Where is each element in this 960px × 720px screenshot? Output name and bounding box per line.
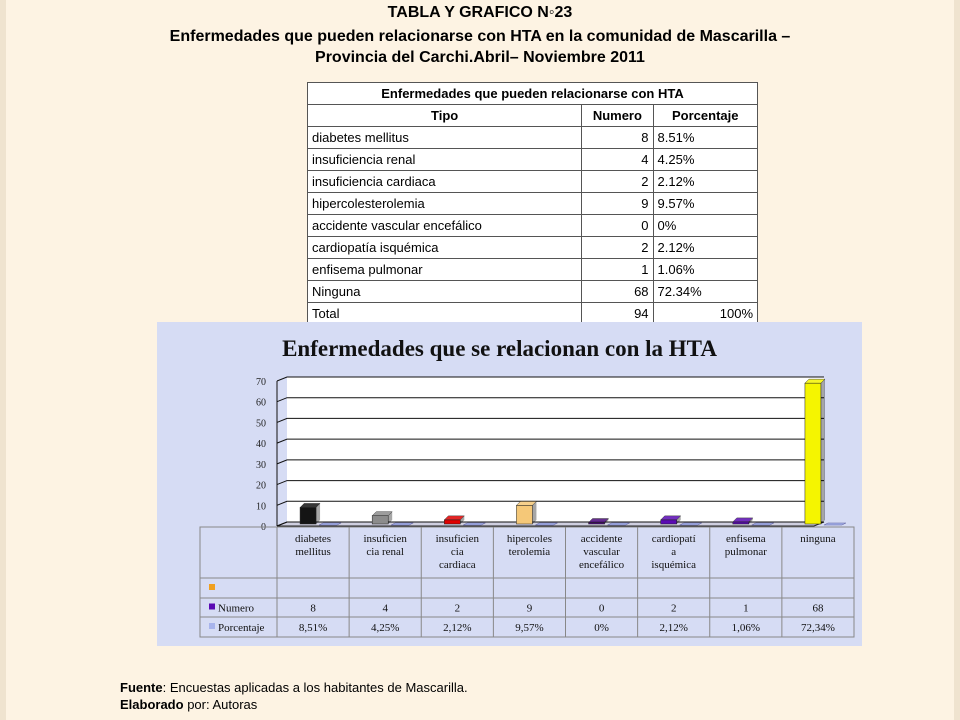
bar-porcentaje [535,523,557,525]
page-subtitle-line-2: Provincia del Carchi.Abril– Noviembre 2011 [315,49,645,66]
cell-numero: 2 [582,237,653,259]
data-label: 72,34% [800,622,835,634]
cell-numero: 0 [582,215,653,237]
cell-porcentaje: 9.57% [653,193,757,215]
cell-tipo: Ninguna [308,281,582,303]
x-category-label: diabetes [295,533,332,545]
y-tick-label: 20 [256,480,266,492]
data-label: 68 [812,602,824,615]
cell-numero: 4 [582,149,653,171]
data-label: 9,57% [515,622,544,634]
page-edge-right [954,0,960,720]
cell-porcentaje: 72.34% [653,281,757,303]
bar-numero [516,505,532,524]
x-category-label: cia [450,546,464,558]
x-category-label: pulmonar [724,546,767,558]
page-title: TABLA Y GRAFICO N◦23 [387,4,573,21]
x-category-label: cardiaca [438,559,476,571]
bar-porcentaje [319,523,341,525]
cell-tipo: hipercolesterolemia [308,193,582,215]
table-caption-row [308,83,758,105]
cell-porcentaje: 8.51% [653,127,757,149]
bar-porcentaje [391,523,413,525]
table-row [308,259,758,281]
cell-numero: 9 [582,193,653,215]
data-label: 8 [310,602,316,615]
bar-porcentaje [824,523,846,525]
data-label: 0 [598,602,605,615]
cell-porcentaje: 4.25% [653,149,757,171]
author-label: Elaborado [120,697,184,712]
y-tick-label: 30 [256,459,266,471]
x-category-label: accidente [580,533,623,545]
table-row [308,193,758,215]
chart-title: Enfermedades que se relacionan con la HTA [282,336,717,361]
y-tick-label: 40 [256,439,266,451]
bar-numero [733,522,749,524]
table-row [308,215,758,237]
table-row [308,171,758,193]
cell-porcentaje: 1.06% [653,259,757,281]
x-category-label: enfisema [725,533,766,545]
x-category-label: vascular [583,546,620,558]
data-label: 9 [526,602,533,615]
x-category-label: a [671,546,677,558]
chart-area [157,322,862,646]
table-caption: Enfermedades que pueden relacionarse con HTA [308,83,758,105]
data-label: 1,06% [731,622,761,634]
table-row [308,149,758,171]
x-category-label: terolemia [508,546,551,558]
x-category-label: ninguna [800,533,836,545]
cell-numero: 8 [582,127,653,149]
page-subtitle [60,26,900,68]
cell-tipo: enfisema pulmonar [308,259,582,281]
cell-porcentaje: 2.12% [653,237,757,259]
x-category-label: isquémica [651,559,696,571]
cell-porcentaje: 0% [653,215,757,237]
legend-key-numero [209,604,215,610]
bar-numero [372,516,388,524]
data-label: 2,12% [659,622,688,634]
data-label: 4 [382,602,388,615]
cell-numero: 68 [582,281,653,303]
bar-numero-side [821,379,825,524]
cell-porcentaje: 2.12% [653,171,757,193]
table-row [308,281,758,303]
y-tick-label: 60 [256,397,266,409]
data-label: 2,12% [443,622,472,634]
cell-tipo: cardiopatía isquémica [308,237,582,259]
table-row [308,127,758,149]
x-category-label: insuficien [435,533,480,545]
y-tick-label: 50 [256,418,266,430]
cell-numero: 2 [582,171,653,193]
data-label: 1 [743,602,749,615]
cell-numero: 1 [582,259,653,281]
header-tipo: Tipo [308,105,582,127]
data-label: 2 [670,602,677,615]
data-table [307,82,758,325]
data-label: 4,25% [370,622,400,634]
author-text: por: Autoras [183,697,258,712]
header-numero: Numero [582,105,653,127]
y-tick-label: 70 [256,377,266,388]
cell-numero: 94 [582,303,653,325]
bar-numero [300,507,316,524]
bar-porcentaje [608,523,630,525]
plot-back-wall [287,377,824,522]
cell-porcentaje: 100% [653,303,757,325]
y-tick-label: 0 [261,522,266,533]
bar-chart [157,322,862,646]
x-category-label: mellitus [295,546,331,558]
source-note [120,680,468,695]
legend-key-porcentaje [209,623,215,629]
legend-label: Porcentaje [218,622,265,634]
bar-porcentaje [752,523,774,525]
cell-tipo: diabetes mellitus [308,127,582,149]
table-row [308,237,758,259]
data-label: 2 [454,602,461,615]
header-porcentaje: Porcentaje [653,105,757,127]
cell-tipo: Total [308,303,582,325]
author-note [120,697,257,712]
table-header-row [308,105,758,127]
source-label: Fuente [120,680,163,695]
x-category-label: hipercoles [506,533,553,545]
y-tick-label: 10 [256,501,266,513]
bar-numero [661,520,677,524]
cell-tipo: accidente vascular encefálico [308,215,582,237]
bar-numero [444,520,460,524]
bar-porcentaje [463,523,485,525]
page-subtitle-line-1: Enfermedades que pueden relacionarse con HTA en la comunidad de Mascarilla – [169,28,791,45]
x-category-label: cia renal [366,546,404,558]
source-text: : Encuestas aplicadas a los habitantes de Mascarilla. [162,680,468,695]
cell-tipo: insuficiencia cardiaca [308,171,582,193]
cell-tipo: insuficiencia renal [308,149,582,171]
x-category-label: insuficien [363,533,407,545]
bar-numero [805,383,821,524]
legend-key-series-1 [209,584,215,590]
x-category-label: cardiopatí [651,533,696,545]
legend-label: Numero [218,602,255,615]
data-label: 0% [594,622,609,634]
page-edge-left [0,0,6,720]
bar-porcentaje [680,523,702,525]
data-label: 8,51% [298,622,328,634]
x-category-label: encefálico [578,559,625,571]
